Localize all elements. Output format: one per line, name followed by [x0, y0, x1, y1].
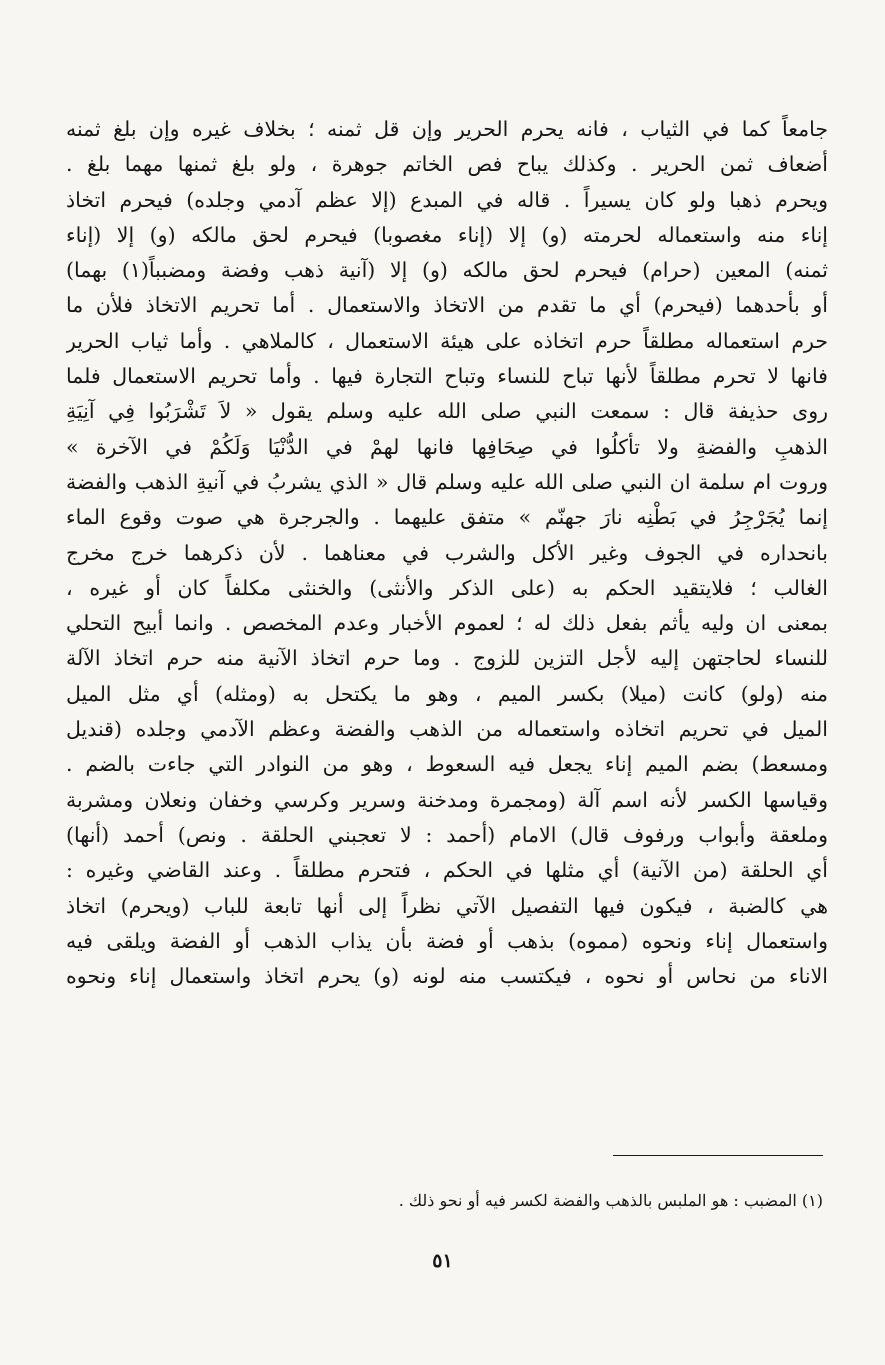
- text-line: الاناء من نحاس أو نحوه ، فيكتسب منه لونه (و) يحرم اتخاذ واستعمال إناء ونحوه: [66, 964, 828, 989]
- text-line: هي كالضبة ، فيكون فيها التفصيل الآتي نظراً إلى أنها تابعة للباب (ويحرم) اتخاذ: [66, 893, 828, 918]
- text-line: واستعمال إناء ونحوه (مموه) بذهب أو فضة بأن يذاب الذهب أو الفضة ويلقى فيه: [66, 928, 828, 953]
- main-text-block: [66, 112, 828, 994]
- text-line: ثمنه) المعين (حرام) فيحرم لحق مالكه (و) إلا (آنية ذهب وفضة ومضبباً(١) بهما): [66, 258, 828, 283]
- text-line: إنما يُجَرْجِرُ في بَطْنِه نارَ جهنّم » متفق عليهما . والجرجرة هي صوت وقوع الماء: [66, 505, 828, 530]
- text-line: ومسعط) بضم الميم إناء يجعل فيه السعوط ، وهو من النوادر التي جاءت بالضم .: [66, 752, 828, 777]
- text-line: جامعاً كما في الثياب ، فانه يحرم الحرير وإن قل ثمنه ؛ بخلاف غيره وإن بلغ ثمنه: [66, 117, 828, 141]
- text-line: وروت ام سلمة ان النبي صلى الله عليه وسلم قال « الذي يشربُ في آنيةِ الذهب والفضة: [66, 469, 828, 494]
- text-line: وقياسها الكسر لأنه اسم آلة (ومجمرة ومدخنة وسرير وكرسي وخفان ونعلان ومشربة: [66, 787, 828, 812]
- text-line: إناء منه واستعماله لحرمته (و) إلا (إناء مغصوبا) فيحرم لحق مالكه (و) إلا (إناء: [66, 222, 828, 247]
- page-number: ٥١: [432, 1250, 453, 1272]
- text-line: أضعاف ثمن الحرير . وكذلك يباح فص الخاتم جوهرة ، ولو بلغ ثمنها مهما بلغ .: [66, 152, 828, 177]
- text-line: بانحداره في الجوف وغير الأكل والشرب في معناهما . لأن ذكرهما خرج مخرج: [66, 540, 828, 565]
- text-line: حرم استعماله مطلقاً حرم اتخاذه على هيئة الاستعمال ، كالملاهي . وأما ثياب الحرير: [66, 328, 828, 353]
- text-line: الميل في تحريم اتخاذه واستعماله من الذهب والفضة وعظم الآدمي وجلده (قنديل: [66, 717, 828, 742]
- text-line: أو بأحدهما (فيحرم) أي ما تقدم من الاتخاذ والاستعمال . أما تحريم الاتخاذ فلأن ما: [66, 293, 828, 318]
- text-line: أي الحلقة (من الآنية) أي مثلها في الحكم ، فتحرم مطلقاً . وعند القاضي وغيره :: [66, 858, 828, 883]
- text-line: وملعقة وأبواب ورفوف قال) الامام (أحمد : لا تعجبني الحلقة . ونص) أحمد (أنها): [66, 822, 828, 847]
- text-line: فانها لا تحرم مطلقاً لأنها تباح للنساء وتباح التجارة فيها . وأما تحريم الاستعمال فلما: [66, 364, 828, 389]
- footnote: (١) المضبب : هو الملبس بالذهب والفضة لكسر فيه أو نحو ذلك .: [398, 1191, 823, 1210]
- text-line: بمعنى ان وليه يأثم بفعل ذلك له ؛ لعموم الأخبار وعدم المخصص . وانما أبيح التحلي: [66, 611, 828, 636]
- text-line: للنساء لحاجتهن إليه لأجل التزين للزوج . وما حرم اتخاذ الآنية منه حرم اتخاذ الآلة: [66, 646, 828, 671]
- text-line: روى حذيفة قال : سمعت النبي صلى الله عليه وسلم يقول « لاَ تَشْرَبُوا فِي آنِيَةِ: [66, 399, 828, 424]
- text-line: الغالب ؛ فلايتقيد الحكم به (على الذكر والأنثى) والخنثى مكلفاً كان أو غيره ،: [66, 575, 828, 600]
- text-line: الذهبِ والفضةِ ولا تأكلُوا في صِحَافِها فانها لهمْ في الدُّنْيَا وَلَكُمْ في الآخرة »: [66, 434, 828, 459]
- text-line: منه (ولو) كانت (ميلا) بكسر الميم ، وهو ما يكتحل به (ومثله) أي مثل الميل: [66, 681, 828, 706]
- footnote-divider: [613, 1155, 823, 1156]
- text-line: ويحرم ذهبا ولو كان يسيراً . قاله في المبدع (إلا عظم آدمي وجلده) فيحرم اتخاذ: [66, 187, 828, 212]
